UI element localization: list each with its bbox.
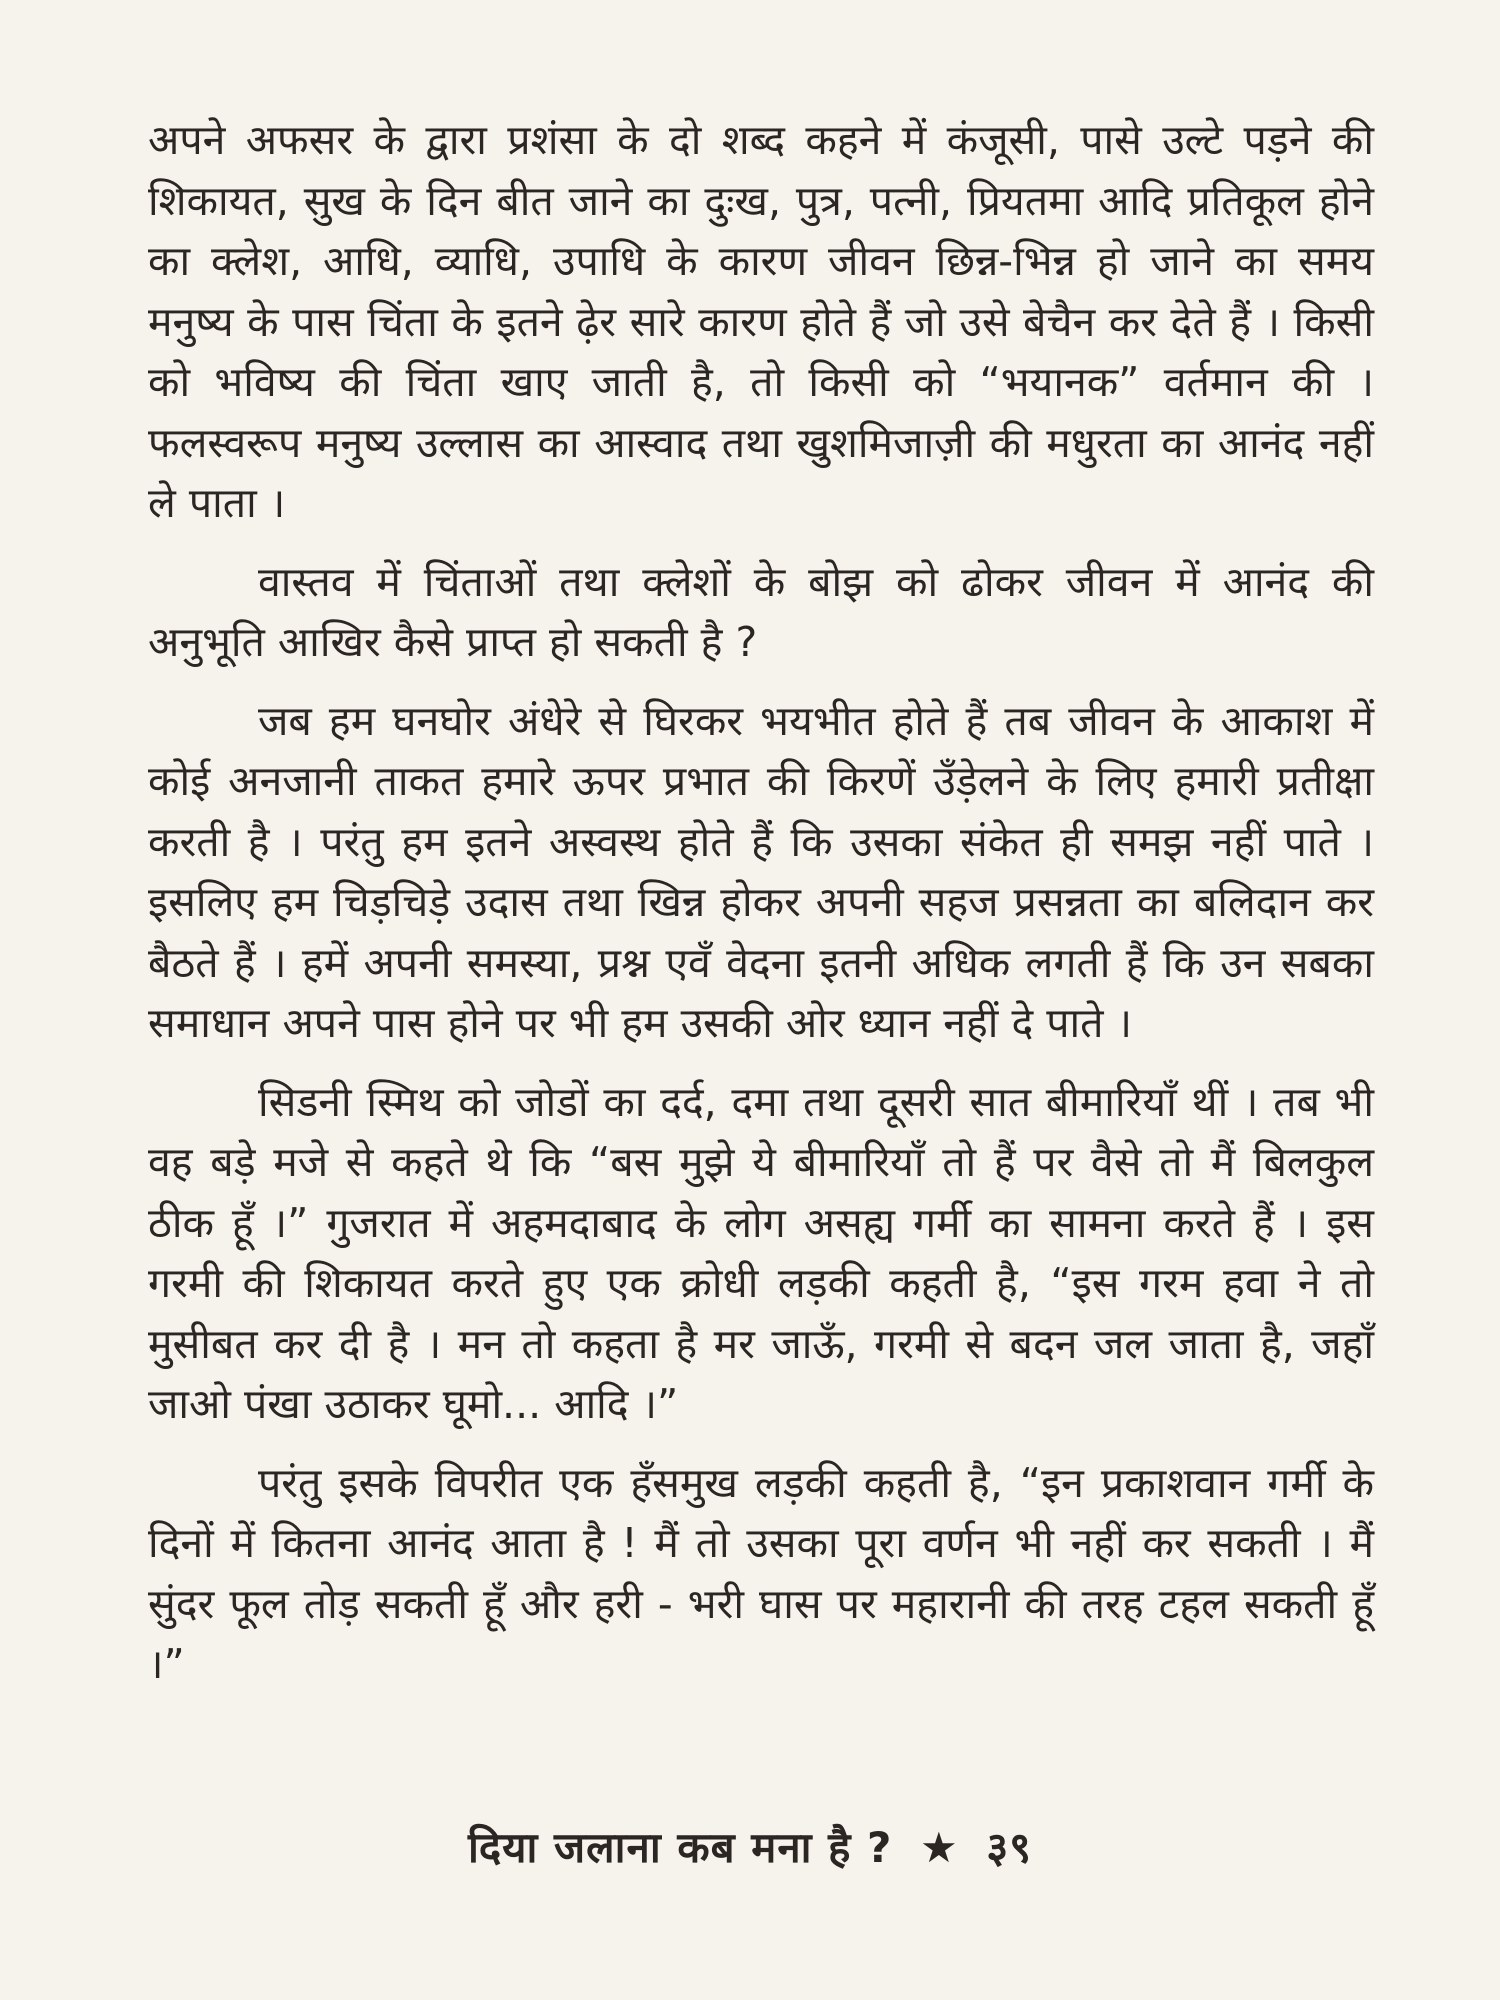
paragraph-4: सिडनी स्मिथ को जोडों का दर्द, दमा तथा दूसरी सात बीमारियाँ थीं । तब भी वह बड़े मजे से कहते थे कि “बस मुझे ये बीमारियाँ तो हैं पर वैसे तो मैं बिलकुल ठीक हूँ ।” गुजरात में अहमदाबाद के लोग असह्य गर्मी का सामना करते हैं । इस गरमी की शिकायत करते हुए एक क्रोधी लड़की कहती है, “इस गरम हवा ने तो मुसीबत कर दी है । मन तो कहता है मर जाऊँ, गरमी से बदन जल जाता है, जहाँ जाओ पंखा उठाकर घूमो... आदि ।”: [148, 1077, 1374, 1428]
paragraph-1: अपने अफसर के द्वारा प्रशंसा के दो शब्द कहने में कंजूसी, पासे उल्टे पड़ने की शिकायत, सुख के दिन बीत जाने का दुःख, पुत्र, पत्नी, प्रियतमा आदि प्रतिकूल होने का क्लेश, आधि, व्याधि, उपाधि के कारण जीवन छिन्न-भिन्न हो जाने का समय मनुष्य के पास चिंता के इतने ढ़ेर सारे कारण होते हैं जो उसे बेचैन कर देते हैं । किसी को भविष्य की चिंता खाए जाती है, तो किसी को “भयानक” वर्तमान की । फलस्वरूप मनुष्य उल्लास का आस्वाद तथा खुशमिजाज़ी की मधुरता का आनंद नहीं ले पाता ।: [148, 116, 1374, 527]
paragraph-5: परंतु इसके विपरीत एक हँसमुख लड़की कहती है, “इन प्रकाशवान गर्मी के दिनों में कितना आनंद आता है ! मैं तो उसका पूरा वर्णन भी नहीं कर सकती । मैं सुंदर फूल तोड़ सकती हूँ और हरी - भरी घास पर महारानी की तरह टहल सकती हूँ ।”: [148, 1458, 1374, 1688]
page-number: ३९: [986, 1823, 1033, 1872]
page-footer: [0, 1818, 1500, 1875]
body-text: [148, 110, 1374, 1695]
footer-title: दिया जलाना कब मना है ?: [467, 1823, 893, 1872]
star-icon: ★: [920, 1823, 959, 1872]
paragraph-2: वास्तव में चिंताओं तथा क्लेशों के बोझ को ढोकर जीवन में आनंद की अनुभूति आखिर कैसे प्राप्त हो सकती है ?: [148, 557, 1374, 666]
paragraph-3: जब हम घनघोर अंधेरे से घिरकर भयभीत होते हैं तब जीवन के आकाश में कोई अनजानी ताकत हमारे ऊपर प्रभात की किरणें उँड़ेलने के लिए हमारी प्रतीक्षा करती है । परंतु हम इतने अस्वस्थ होते हैं कि उसका संकेत ही समझ नहीं पाते । इसलिए हम चिड़चिड़े उदास तथा खिन्न होकर अपनी सहज प्रसन्नता का बलिदान कर बैठते हैं । हमें अपनी समस्या, प्रश्न एवँ वेदना इतनी अधिक लगती हैं कि उन सबका समाधान अपने पास होने पर भी हम उसकी ओर ध्यान नहीं दे पाते ।: [148, 696, 1374, 1047]
